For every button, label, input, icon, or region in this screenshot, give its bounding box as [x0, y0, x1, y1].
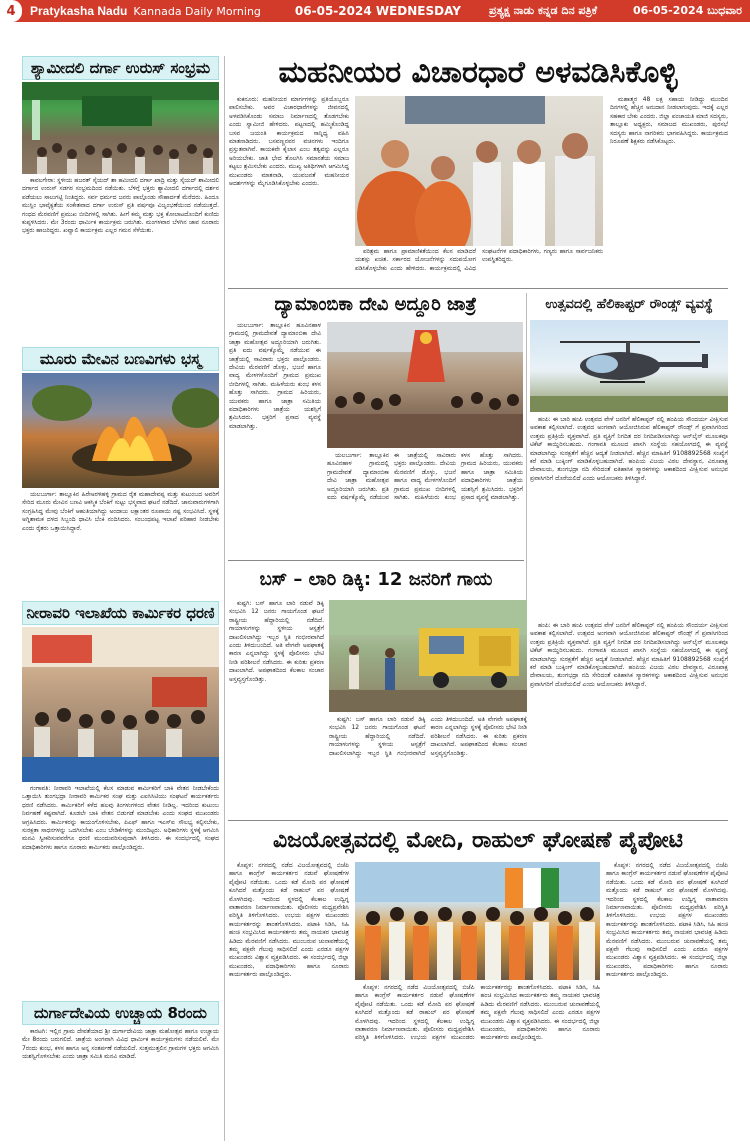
column-divider: [224, 56, 225, 1141]
story-headline: ದುರ್ಗಾದೇವಿಯ ಉಚ್ಚಾಯ 8ರಂದು: [22, 1001, 219, 1025]
photo-workers-protest: [22, 627, 219, 782]
paper-name: Pratykasha Nadu: [30, 4, 128, 18]
section-divider: [228, 288, 728, 289]
dignitaries-illustration: [355, 96, 603, 246]
top-story-body-bottom: ಪರಿಶ್ರಮ ಹಾಗೂ ಪ್ರಾಮಾಣಿಕತೆಯಿಂದ ಕೆಲಸ ಮಾಡಿದರೆ ಯಶಸ್ಸು ಖಚಿತ. ಸರ್ಕಾರದ ಯೋಜನೆಗಳನ್ನು ಸದುಪಯೋಗ ಪಡಿಸಿಕೊಳ್ಳಬೇಕು ಎಂದು ಹೇಳಿದರು. ಕಾರ್ಯಕ್ರಮದಲ್ಲಿ ವಿವಿಧ ಸಂಘಟನೆಗಳ ಪದಾಧಿಕಾರಿಗಳು, ಗಣ್ಯರು ಹಾಗೂ ಸಾರ್ವಜನಿಕರು ಉಪಸ್ಥಿತರಿದ್ದರು.: [355, 248, 603, 272]
fair-headline: ದ್ಯಾಮಾಂಬಿಕಾ ದೇವಿ ಅದ್ದೂರಿ ಜಾತ್ರೆ: [274, 294, 477, 315]
accident-body-right: ಕುಷ್ಟಗಿ: ಬಸ್ ಹಾಗೂ ಲಾರಿ ನಡುವೆ ಡಿಕ್ಕಿ ಸಂಭವಿಸಿ 12 ಜನರು ಗಾಯಗೊಂಡ ಘಟನೆ ರಾಷ್ಟ್ರೀಯ ಹೆದ್ದಾರಿಯಲ್ಲಿ ನಡೆದಿದೆ. ಗಾಯಾಳುಗಳನ್ನು ಸ್ಥಳೀಯ ಆಸ್ಪತ್ರೆಗೆ ದಾಖಲಿಸಲಾಗಿದ್ದು ಇಬ್ಬರ ಸ್ಥಿತಿ ಗಂಭೀರವಾಗಿದೆ ಎಂದು ತಿಳಿದುಬಂದಿದೆ. ಅತಿ ವೇಗವೇ ಅಪಘಾತಕ್ಕೆ ಕಾರಣ ಎನ್ನಲಾಗಿದ್ದು ಸ್ಥಳಕ್ಕೆ ಪೊಲೀಸರು ಭೇಟಿ ನೀಡಿ ಪರಿಶೀಲನೆ ನಡೆಸಿದರು. ಈ ಕುರಿತು ಪ್ರಕರಣ ದಾಖಲಾಗಿದೆ. ಅಪಘಾತದಿಂದ ಕೆಲಕಾಲ ಸಂಚಾರ ಅಸ್ತವ್ಯಸ್ತಗೊಂಡಿತ್ತು.: [329, 716, 527, 757]
date-english: 06-05-2024 WEDNESDAY: [294, 4, 461, 18]
paper-subtitle: Kannada Daily Morning: [133, 4, 261, 18]
photo-helicopter: [530, 320, 728, 412]
accident-headline: ಬಸ್ – ಲಾರಿ ಡಿಕ್ಕಿ: 12 ಜನರಿಗೆ ಗಾಯ: [259, 569, 493, 590]
helicopter-illustration: [530, 320, 728, 412]
story-body: ಗಂಗಾವತಿ: ನೀರಾವರಿ ಇಲಾಖೆಯಲ್ಲಿ ಕೆಲಸ ಮಾಡುವ ಕಾರ್ಮಿಕರಿಗೆ ಬಾಕಿ ವೇತನ ನೀಡಬೇಕೆಂದು ಒತ್ತಾಯಿಸಿ ತುಂಗಭದ್ರಾ ನೀರಾವರಿ ಕಾರ್ಮಿಕರ ಸಂಘ ಮತ್ತು ಎಐಸಿಸಿಟಿಯು ಸಂಘಟನೆ ಕಾರ್ಯಕರ್ತರು ಧರಣಿ ನಡೆಸಿದರು. ಕಾರ್ಮಿಕರಿಗೆ ಕಳೆದ ಹಲವು ತಿಂಗಳುಗಳಿಂದ ವೇತನ ನೀಡಿಲ್ಲ. ಇದರಿಂದ ಕುಟುಂಬ ನಿರ್ವಹಣೆ ಕಷ್ಟವಾಗಿದೆ. ಕೂಡಲೇ ಬಾಕಿ ವೇತನ ಬಿಡುಗಡೆ ಮಾಡಬೇಕು ಎಂದು ಸಂಘದ ಮುಖಂಡರು ಆಗ್ರಹಿಸಿದರು. ಕಾರ್ಮಿಕರನ್ನು ಕಾಯಂಗೊಳಿಸಬೇಕು, ಪಿಎಫ್ ಹಾಗೂ ಇಎಸ್ಐ ಸೌಲಭ್ಯ ಕಲ್ಪಿಸಬೇಕು, ಸುರಕ್ಷತಾ ಸಾಧನಗಳನ್ನು ಒದಗಿಸಬೇಕು ಎಂಬ ಬೇಡಿಕೆಗಳನ್ನು ಮುಂದಿಟ್ಟರು. ಅಧಿಕಾರಿಗಳು ಸ್ಥಳಕ್ಕೆ ಆಗಮಿಸಿ ಮನವಿ ಸ್ವೀಕರಿಸುವವರೆಗೂ ಧರಣಿ ಮುಂದುವರಿಸುವುದಾಗಿ ತಿಳಿಸಿದರು. ಈ ಸಂದರ್ಭದಲ್ಲಿ ಸಂಘದ ಪದಾಧಿಕಾರಿಗಳು ಹಾಗೂ ನೂರಾರು ಕಾರ್ಮಿಕರು ಪಾಲ್ಗೊಂಡಿದ್ದರು.: [22, 785, 219, 851]
photo-fair-procession: [327, 322, 523, 448]
victory-body-left: ಕೊಪ್ಪಳ: ನಗರದಲ್ಲಿ ನಡೆದ ವಿಜಯೋತ್ಸವದಲ್ಲಿ ಬಿಜೆಪಿ ಹಾಗೂ ಕಾಂಗ್ರೆಸ್ ಕಾರ್ಯಕರ್ತರ ನಡುವೆ ಘೋಷಣೆಗಳ ಪೈಪೋಟಿ ನಡೆಯಿತು. ಒಂದು ಕಡೆ ಮೋದಿ ಪರ ಘೋಷಣೆ ಕೂಗಿದರೆ ಮತ್ತೊಂದು ಕಡೆ ರಾಹುಲ್ ಪರ ಘೋಷಣೆ ಮೊಳಗಿದವು. ಇದರಿಂದ ಸ್ಥಳದಲ್ಲಿ ಕೆಲಕಾಲ ಉದ್ವಿಗ್ನ ವಾತಾವರಣ ನಿರ್ಮಾಣವಾಯಿತು. ಪೊಲೀಸರು ಮಧ್ಯಪ್ರವೇಶಿಸಿ ಪರಿಸ್ಥಿತಿ ತಿಳಿಗೊಳಿಸಿದರು. ಉಭಯ ಪಕ್ಷಗಳ ಮುಖಂಡರು ಕಾರ್ಯಕರ್ತರನ್ನು ಶಾಂತಗೊಳಿಸಿದರು. ಪಟಾಕಿ ಸಿಡಿಸಿ, ಸಿಹಿ ಹಂಚಿ ಸಂಭ್ರಮಿಸಿದ ಕಾರ್ಯಕರ್ತರು ತಮ್ಮ ನಾಯಕರ ಭಾವಚಿತ್ರ ಹಿಡಿದು ಮೆರವಣಿಗೆ ನಡೆಸಿದರು. ಮುಂಬರುವ ಚುನಾವಣೆಯಲ್ಲಿ ತಮ್ಮ ಪಕ್ಷವೇ ಗೆಲುವು ಸಾಧಿಸಲಿದೆ ಎಂದು ಎರಡೂ ಪಕ್ಷಗಳ ಮುಖಂಡರು ವಿಶ್ವಾಸ ವ್ಯಕ್ತಪಡಿಸಿದರು. ಈ ಸಂದರ್ಭದಲ್ಲಿ ಜಿಲ್ಲಾ ಮುಖಂಡರು, ಪದಾಧಿಕಾರಿಗಳು ಹಾಗೂ ನೂರಾರು ಕಾರ್ಯಕರ್ತರು ಪಾಲ್ಗೊಂಡಿದ್ದರು.: [229, 862, 349, 979]
victory-headline: ವಿಜಯೋತ್ಸವದಲ್ಲಿ ಮೋದಿ, ರಾಹುಲ್ ಘೋಷಣೆ ಪೈಪೋಟಿ: [272, 828, 684, 853]
story-body: ಯಲಬುರ್ಗಾ: ತಾಲ್ಲೂಕಿನ ಹಿರೇಅರಳಿಹಳ್ಳಿ ಗ್ರಾಮದ ರೈತ ಮಹಾದೇವಪ್ಪ ಮತ್ತು ಕುಟುಂಬದ ಅವರಿಗೆ ಸೇರಿದ ಮೂರು ಮೇವಿನ ಬಣವಿ ಆಕಸ್ಮಿಕ ಬೆಂಕಿಗೆ ಸುಟ್ಟು ಭಸ್ಮವಾದ ಘಟನೆ ನಡೆದಿದೆ. ಜಾನುವಾರುಗಳಿಗಾಗಿ ಸಂಗ್ರಹಿಸಿದ್ದ ಮೇವು ಬೆಂಕಿಗೆ ಆಹುತಿಯಾಗಿದ್ದು ಅಂದಾಜು ಲಕ್ಷಾಂತರ ರೂಪಾಯಿ ನಷ್ಟ ಸಂಭವಿಸಿದೆ. ಸ್ಥಳಕ್ಕೆ ಅಗ್ನಿಶಾಮಕ ದಳದ ಸಿಬ್ಬಂದಿ ಧಾವಿಸಿ ಬೆಂಕಿ ನಂದಿಸಿದರು. ಸಂಬಂಧಪಟ್ಟ ಇಲಾಖೆ ಪರಿಹಾರ ನೀಡಬೇಕು ಎಂದು ರೈತರು ಒತ್ತಾಯಿಸಿದ್ದಾರೆ.: [22, 491, 219, 532]
fire-illustration: [22, 373, 219, 488]
photo-seminar-dignitaries: [355, 96, 603, 246]
procession-illustration: [327, 322, 523, 448]
photo-haystack-fire: [22, 373, 219, 488]
celebration-illustration: [355, 862, 600, 980]
date-kannada: 06-05-2024 ಬುಧವಾರ: [632, 4, 742, 17]
victory-body-bottom: ಕೊಪ್ಪಳ: ನಗರದಲ್ಲಿ ನಡೆದ ವಿಜಯೋತ್ಸವದಲ್ಲಿ ಬಿಜೆಪಿ ಹಾಗೂ ಕಾಂಗ್ರೆಸ್ ಕಾರ್ಯಕರ್ತರ ನಡುವೆ ಘೋಷಣೆಗಳ ಪೈಪೋಟಿ ನಡೆಯಿತು. ಒಂದು ಕಡೆ ಮೋದಿ ಪರ ಘೋಷಣೆ ಕೂಗಿದರೆ ಮತ್ತೊಂದು ಕಡೆ ರಾಹುಲ್ ಪರ ಘೋಷಣೆ ಮೊಳಗಿದವು. ಇದರಿಂದ ಸ್ಥಳದಲ್ಲಿ ಕೆಲಕಾಲ ಉದ್ವಿಗ್ನ ವಾತಾವರಣ ನಿರ್ಮಾಣವಾಯಿತು. ಪೊಲೀಸರು ಮಧ್ಯಪ್ರವೇಶಿಸಿ ಪರಿಸ್ಥಿತಿ ತಿಳಿಗೊಳಿಸಿದರು. ಉಭಯ ಪಕ್ಷಗಳ ಮುಖಂಡರು ಕಾರ್ಯಕರ್ತರನ್ನು ಶಾಂತಗೊಳಿಸಿದರು. ಪಟಾಕಿ ಸಿಡಿಸಿ, ಸಿಹಿ ಹಂಚಿ ಸಂಭ್ರಮಿಸಿದ ಕಾರ್ಯಕರ್ತರು ತಮ್ಮ ನಾಯಕರ ಭಾವಚಿತ್ರ ಹಿಡಿದು ಮೆರವಣಿಗೆ ನಡೆಸಿದರು. ಮುಂಬರುವ ಚುನಾವಣೆಯಲ್ಲಿ ತಮ್ಮ ಪಕ್ಷವೇ ಗೆಲುವು ಸಾಧಿಸಲಿದೆ ಎಂದು ಎರಡೂ ಪಕ್ಷಗಳ ಮುಖಂಡರು ವಿಶ್ವಾಸ ವ್ಯಕ್ತಪಡಿಸಿದರು. ಈ ಸಂದರ್ಭದಲ್ಲಿ ಜಿಲ್ಲಾ ಮುಖಂಡರು, ಪದಾಧಿಕಾರಿಗಳು ಹಾಗೂ ನೂರಾರು ಕಾರ್ಯಕರ್ತರು ಪಾಲ್ಗೊಂಡಿದ್ದರು.: [355, 984, 600, 1042]
photo-victory-celebration: [355, 862, 600, 980]
fair-body-left: ಯಲಬುರ್ಗಾ: ತಾಲ್ಲೂಕಿನ ಹೂವಿನಹಾಳ ಗ್ರಾಮದಲ್ಲಿ ಗ್ರಾಮದೇವತೆ ದ್ಯಾಮಾಂಬಿಕಾ ದೇವಿ ಜಾತ್ರಾ ಮಹೋತ್ಸವ ಅದ್ದೂರಿಯಾಗಿ ಜರುಗಿತು. ಪ್ರತಿ ಐದು ವರ್ಷಕ್ಕೊಮ್ಮೆ ನಡೆಯುವ ಈ ಜಾತ್ರೆಯಲ್ಲಿ ಸಾವಿರಾರು ಭಕ್ತರು ಪಾಲ್ಗೊಂಡರು. ದೇವಿಯ ಮೆರವಣಿಗೆ ಡೊಳ್ಳು, ಭಜನೆ ಹಾಗೂ ವಾದ್ಯ ಮೇಳಗಳೊಂದಿಗೆ ಗ್ರಾಮದ ಪ್ರಮುಖ ಬೀದಿಗಳಲ್ಲಿ ಸಾಗಿತು. ಮಹಿಳೆಯರು ಕುಂಭ ಕಳಸ ಹೊತ್ತು ಸಾಗಿದರು. ಗ್ರಾಮದ ಹಿರಿಯರು, ಯುವಕರು ಹಾಗೂ ಜಾತ್ರಾ ಸಮಿತಿಯ ಪದಾಧಿಕಾರಿಗಳು ಜಾತ್ರೆಯ ಯಶಸ್ಸಿಗೆ ಶ್ರಮಿಸಿದರು. ಭಕ್ತರಿಗೆ ಪ್ರಸಾದ ವ್ಯವಸ್ಥೆ ಮಾಡಲಾಗಿತ್ತು.: [229, 322, 321, 430]
story-headline: ಶ್ಯಾಮೀದಲಿ ದರ್ಗಾ ಉರುಸ್ ಸಂಭ್ರಮ: [22, 56, 219, 80]
page-number: 4: [0, 0, 22, 22]
masthead: [0, 0, 750, 22]
helicopter-body-continued: ಹಂಪಿ: ಈ ಬಾರಿ ಹಂಪಿ ಉತ್ಸವದ ವೇಳೆ ಜನರಿಗೆ ಹೆಲಿಕಾಪ್ಟರ್ ನಲ್ಲಿ ಹಂಪಿಯ ಸೌಂದರ್ಯ ವೀಕ್ಷಿಸುವ ಅವಕಾಶ ಕಲ್ಪಿಸಲಾಗಿದೆ. ಉತ್ಸವದ ಅಂಗವಾಗಿ ಆಯೋಜಿಸಿರುವ ಹೆಲಿಕಾಪ್ಟರ್ ರೌಂಡ್ಸ್ ಗೆ ಪ್ರವಾಸಿಗರಿಂದ ಉತ್ತಮ ಪ್ರತಿಕ್ರಿಯೆ ವ್ಯಕ್ತವಾಗಿದೆ. ಪ್ರತಿ ವ್ಯಕ್ತಿಗೆ ನಿಗದಿತ ದರ ನಿಗದಿಪಡಿಸಲಾಗಿದ್ದು ಆನ್‌ಲೈನ್ ಮೂಲಕವೂ ಟಿಕೆಟ್ ಕಾಯ್ದಿರಿಸಬಹುದು. ಗಂಗಾವತಿ ಮೂಲದ ಖಾಸಗಿ ಸಂಸ್ಥೆಯ ಸಹಯೋಗದಲ್ಲಿ ಈ ವ್ಯವಸ್ಥೆ ಮಾಡಲಾಗಿದ್ದು ಸುರಕ್ಷತೆಗೆ ಹೆಚ್ಚಿನ ಆದ್ಯತೆ ನೀಡಲಾಗಿದೆ. ಹೆಚ್ಚಿನ ಮಾಹಿತಿಗೆ 9108892568 ಸಂಖ್ಯೆಗೆ ಕರೆ ಮಾಡಿ ಬುಕ್ಕಿಂಗ್ ಮಾಡಿಕೊಳ್ಳಬಹುದಾಗಿದೆ. ಹಂಪಿಯ ವಿಜಯ ವಿಠಲ ದೇವಸ್ಥಾನ, ವಿರೂಪಾಕ್ಷ ದೇವಾಲಯ, ತುಂಗಭದ್ರಾ ನದಿ ಸೇರಿದಂತೆ ಐತಿಹಾಸಿಕ ಸ್ಮಾರಕಗಳನ್ನು ಆಕಾಶದಿಂದ ವೀಕ್ಷಿಸುವ ಅನುಭವ ಪ್ರವಾಸಿಗರಿಗೆ ದೊರೆಯಲಿದೆ ಎಂದು ಆಯೋಜಕರು ತಿಳಿಸಿದ್ದಾರೆ.: [530, 622, 728, 688]
crowd-illustration: [22, 82, 219, 174]
section-divider: [228, 820, 728, 821]
photo-dargah-crowd: [22, 82, 219, 174]
fair-body-right: ಯಲಬುರ್ಗಾ: ತಾಲ್ಲೂಕಿನ ಹೂವಿನಹಾಳ ಗ್ರಾಮದಲ್ಲಿ ಗ್ರಾಮದೇವತೆ ದ್ಯಾಮಾಂಬಿಕಾ ದೇವಿ ಜಾತ್ರಾ ಮಹೋತ್ಸವ ಅದ್ದೂರಿಯಾಗಿ ಜರುಗಿತು. ಪ್ರತಿ ಐದು ವರ್ಷಕ್ಕೊಮ್ಮೆ ನಡೆಯುವ ಈ ಜಾತ್ರೆಯಲ್ಲಿ ಸಾವಿರಾರು ಭಕ್ತರು ಪಾಲ್ಗೊಂಡರು. ದೇವಿಯ ಮೆರವಣಿಗೆ ಡೊಳ್ಳು, ಭಜನೆ ಹಾಗೂ ವಾದ್ಯ ಮೇಳಗಳೊಂದಿಗೆ ಗ್ರಾಮದ ಪ್ರಮುಖ ಬೀದಿಗಳಲ್ಲಿ ಸಾಗಿತು. ಮಹಿಳೆಯರು ಕುಂಭ ಕಳಸ ಹೊತ್ತು ಸಾಗಿದರು. ಗ್ರಾಮದ ಹಿರಿಯರು, ಯುವಕರು ಹಾಗೂ ಜಾತ್ರಾ ಸಮಿತಿಯ ಪದಾಧಿಕಾರಿಗಳು ಜಾತ್ರೆಯ ಯಶಸ್ಸಿಗೆ ಶ್ರಮಿಸಿದರು. ಭಕ್ತರಿಗೆ ಪ್ರಸಾದ ವ್ಯವಸ್ಥೆ ಮಾಡಲಾಗಿತ್ತು.: [327, 452, 523, 502]
top-story-body-left: ಕುಕನೂರು: ಮಹನೀಯರ ಮಾರ್ಗಗಳನ್ನು ಪ್ರತಿಯೊಬ್ಬರೂ ಪಾಲಿಸಬೇಕು. ಅವರ ವಿಚಾರಧಾರೆಗಳನ್ನು ಜೀವನದಲ್ಲಿ ಅಳವಡಿಸಿಕೊಂಡು ಸಮಾಜ ನಿರ್ಮಾಣದಲ್ಲಿ ತೊಡಗಬೇಕು ಎಂದು ಸ್ವಾಮೀಜಿ ಹೇಳಿದರು. ಪಟ್ಟಣದಲ್ಲಿ ಹಮ್ಮಿಕೊಂಡಿದ್ದ ಬಸವ ಜಯಂತಿ ಕಾರ್ಯಕ್ರಮದ ಸಾನ್ನಿಧ್ಯ ವಹಿಸಿ ಮಾತನಾಡಿದರು. ಬಸವಣ್ಣನವರ ವಚನಗಳು ಇಂದಿಗೂ ಪ್ರಸ್ತುತವಾಗಿವೆ. ಕಾಯಕವೇ ಕೈಲಾಸ ಎಂಬ ತತ್ವವನ್ನು ಎಲ್ಲರೂ ಅರಿಯಬೇಕು. ಜಾತಿ ಭೇದ ತೊಲಗಿಸಿ ಸಮಾನತೆಯ ಸಮಾಜ ಕಟ್ಟಲು ಶ್ರಮಿಸಬೇಕು ಎಂದರು. ಮುಖ್ಯ ಅತಿಥಿಗಳಾಗಿ ಆಗಮಿಸಿದ್ದ ಮುಖಂಡರು ಮಾತನಾಡಿ, ಯುವಜನತೆ ಮಹನೀಯರ ಆದರ್ಶಗಳನ್ನು ಮೈಗೂಡಿಸಿಕೊಳ್ಳಬೇಕು ಎಂದರು.: [229, 96, 349, 188]
left-column: [22, 56, 219, 1141]
victory-body-right: ಕೊಪ್ಪಳ: ನಗರದಲ್ಲಿ ನಡೆದ ವಿಜಯೋತ್ಸವದಲ್ಲಿ ಬಿಜೆಪಿ ಹಾಗೂ ಕಾಂಗ್ರೆಸ್ ಕಾರ್ಯಕರ್ತರ ನಡುವೆ ಘೋಷಣೆಗಳ ಪೈಪೋಟಿ ನಡೆಯಿತು. ಒಂದು ಕಡೆ ಮೋದಿ ಪರ ಘೋಷಣೆ ಕೂಗಿದರೆ ಮತ್ತೊಂದು ಕಡೆ ರಾಹುಲ್ ಪರ ಘೋಷಣೆ ಮೊಳಗಿದವು. ಇದರಿಂದ ಸ್ಥಳದಲ್ಲಿ ಕೆಲಕಾಲ ಉದ್ವಿಗ್ನ ವಾತಾವರಣ ನಿರ್ಮಾಣವಾಯಿತು. ಪೊಲೀಸರು ಮಧ್ಯಪ್ರವೇಶಿಸಿ ಪರಿಸ್ಥಿತಿ ತಿಳಿಗೊಳಿಸಿದರು. ಉಭಯ ಪಕ್ಷಗಳ ಮುಖಂಡರು ಕಾರ್ಯಕರ್ತರನ್ನು ಶಾಂತಗೊಳಿಸಿದರು. ಪಟಾಕಿ ಸಿಡಿಸಿ, ಸಿಹಿ ಹಂಚಿ ಸಂಭ್ರಮಿಸಿದ ಕಾರ್ಯಕರ್ತರು ತಮ್ಮ ನಾಯಕರ ಭಾವಚಿತ್ರ ಹಿಡಿದು ಮೆರವಣಿಗೆ ನಡೆಸಿದರು. ಮುಂಬರುವ ಚುನಾವಣೆಯಲ್ಲಿ ತಮ್ಮ ಪಕ್ಷವೇ ಗೆಲುವು ಸಾಧಿಸಲಿದೆ ಎಂದು ಎರಡೂ ಪಕ್ಷಗಳ ಮುಖಂಡರು ವಿಶ್ವಾಸ ವ್ಯಕ್ತಪಡಿಸಿದರು. ಈ ಸಂದರ್ಭದಲ್ಲಿ ಜಿಲ್ಲಾ ಮುಖಂಡರು, ಪದಾಧಿಕಾರಿಗಳು ಹಾಗೂ ನೂರಾರು ಕಾರ್ಯಕರ್ತರು ಪಾಲ್ಗೊಂಡಿದ್ದರು.: [606, 862, 728, 979]
story-body: ಕಾವಲಗೇರಾ: ಸ್ಥಳೀಯ ಹಜರತ್ ಸೈಯದ್ ಶಾ ಹಮೀದಲಿ ದರ್ಗಾ ಖಾದ್ರಿ ಮತ್ತು ಸೈಯದ್ ಶಾಮೀದಲಿ ದರ್ಗಾದ ಉರುಸ್ ಸಡಗರ ಸಂಭ್ರಮದಿಂದ ನಡೆಯಿತು. ಬೆಳಿಗ್ಗೆ ಭಕ್ತರು ಶ್ಯಾಮೀದಲಿ ದರ್ಗಾದಲ್ಲಿ ದರ್ಶನ ಪಡೆಯಲು ಸಾಲುಗಟ್ಟಿ ನಿಂತಿದ್ದರು. ಸರ್ವ ಧರ್ಮದ ಜನರು ಪಾಲ್ಗೊಂಡು ಸೌಹಾರ್ದತೆ ಮೆರೆದರು. ಹಿಂದೂ ಮುಸ್ಲಿಂ ಭಾವೈಕ್ಯತೆಯ ಸಂಕೇತವಾದ ದರ್ಗಾ ಉರುಸ್ ಪ್ರತಿ ವರ್ಷವೂ ವಿಜೃಂಭಣೆಯಿಂದ ನಡೆಯುತ್ತದೆ. ಗಂಧದ ಮೆರವಣಿಗೆ ಪ್ರಮುಖ ಬೀದಿಗಳಲ್ಲಿ ಸಾಗಿತು. ಹೀಗೆ ಕಮ್ಮ ಮತ್ತು ಭಕ್ತ ಕೋಲಾಟದೊಂದಿಗೆ ಕುಣಿದು ಕುಪ್ಪಳಿಸಿದರು. ಮೇ 3ರಂದು ಧಾರ್ಮಿಕ ಕಾರ್ಯಕ್ರಮ ಜರುಗಿತು. ಮಂಗಳವಾರ ಬೆಳಗಿನ ಜಾವ ನೂರಾರು ಭಕ್ತರು ಹಾಜರಿದ್ದರು. ಖವ್ವಾಲಿ ಕಾರ್ಯಕ್ರಮ ಎಲ್ಲರ ಗಮನ ಸೆಳೆಯಿತು.: [22, 177, 219, 235]
helicopter-headline: ಉತ್ಸವದಲ್ಲಿ ಹೆಲಿಕಾಪ್ಟರ್ ರೌಂಡ್ಸ್ ವ್ಯವಸ್ಥೆ: [545, 297, 713, 312]
top-story-body-right: ಮಹಾತ್ಮರ 48 ಲಕ್ಷ ಸಹಾಯ ನೀಡಿದ್ದು ಮುಂದಿನ ದಿನಗಳಲ್ಲಿ ಹೆಚ್ಚಿನ ಅನುದಾನ ನೀಡಲಾಗುವುದು. ಇದಕ್ಕೆ ಎಲ್ಲರ ಸಹಕಾರ ಬೇಕು ಎಂದರು. ಜಿಲ್ಲಾ ಪಂಚಾಯತಿ ಮಾಜಿ ಸದಸ್ಯರು, ತಾಲ್ಲೂಕು ಅಧ್ಯಕ್ಷರು, ಸಮಾಜದ ಮುಖಂಡರು, ಪುರಸಭೆ ಸದಸ್ಯರು ಹಾಗೂ ನಾಗರಿಕರು ಭಾಗವಹಿಸಿದ್ದರು. ಕಾರ್ಯಕ್ರಮದ ನಿರೂಪಣೆ ಶಿಕ್ಷಕರು ನಡೆಸಿಕೊಟ್ಟರು.: [610, 96, 728, 146]
story-body: ಕಾರಟಗಿ: ಇಲ್ಲಿನ ಗ್ರಾಮ ದೇವತೆಯಾದ ಶ್ರೀ ದುರ್ಗಾದೇವಿಯ ಜಾತ್ರಾ ಮಹೋತ್ಸವ ಹಾಗೂ ಉಚ್ಚಾಯ ಮೇ 8ರಂದು ಜರುಗಲಿದೆ. ಜಾತ್ರೆಯ ಅಂಗವಾಗಿ ವಿವಿಧ ಧಾರ್ಮಿಕ ಕಾರ್ಯಕ್ರಮಗಳು ನಡೆಯಲಿವೆ. ಮೇ 7ರಂದು ಕುಂಭ, ಕಳಸ ಹಾಗೂ ಅನ್ನ ಸಂತರ್ಪಣೆ ನಡೆಯಲಿದೆ. ಸುತ್ತಮುತ್ತಲಿನ ಗ್ರಾಮಗಳ ಭಕ್ತರು ಆಗಮಿಸಿ ಯಶಸ್ವಿಗೊಳಿಸಬೇಕು ಎಂದು ಜಾತ್ರಾ ಸಮಿತಿ ಮನವಿ ಮಾಡಿದೆ.: [22, 1028, 219, 1061]
top-story-headline: ಮಹನೀಯರ ವಿಚಾರಧಾರೆ ಅಳವಡಿಸಿಕೊಳ್ಳಿ: [278, 55, 678, 90]
accident-body-left: ಕುಷ್ಟಗಿ: ಬಸ್ ಹಾಗೂ ಲಾರಿ ನಡುವೆ ಡಿಕ್ಕಿ ಸಂಭವಿಸಿ 12 ಜನರು ಗಾಯಗೊಂಡ ಘಟನೆ ರಾಷ್ಟ್ರೀಯ ಹೆದ್ದಾರಿಯಲ್ಲಿ ನಡೆದಿದೆ. ಗಾಯಾಳುಗಳನ್ನು ಸ್ಥಳೀಯ ಆಸ್ಪತ್ರೆಗೆ ದಾಖಲಿಸಲಾಗಿದ್ದು ಇಬ್ಬರ ಸ್ಥಿತಿ ಗಂಭೀರವಾಗಿದೆ ಎಂದು ತಿಳಿದುಬಂದಿದೆ. ಅತಿ ವೇಗವೇ ಅಪಘಾತಕ್ಕೆ ಕಾರಣ ಎನ್ನಲಾಗಿದ್ದು ಸ್ಥಳಕ್ಕೆ ಪೊಲೀಸರು ಭೇಟಿ ನೀಡಿ ಪರಿಶೀಲನೆ ನಡೆಸಿದರು. ಈ ಕುರಿತು ಪ್ರಕರಣ ದಾಖಲಾಗಿದೆ. ಅಪಘಾತದಿಂದ ಕೆಲಕಾಲ ಸಂಚಾರ ಅಸ್ತವ್ಯಸ್ತಗೊಂಡಿತ್ತು.: [229, 600, 324, 683]
story-headline: ನೀರಾವರಿ ಇಲಾಖೆಯ ಕಾರ್ಮಿಕರ ಧರಣಿ: [22, 601, 219, 625]
section-divider: [228, 560, 524, 561]
story-headline: ಮೂರು ಮೇವಿನ ಬಣವಿಗಳು ಭಸ್ಮ: [22, 347, 219, 371]
protest-illustration: [22, 627, 219, 782]
photo-bus-lorry-accident: [329, 600, 527, 712]
accident-illustration: [329, 600, 527, 712]
helicopter-body: ಹಂಪಿ: ಈ ಬಾರಿ ಹಂಪಿ ಉತ್ಸವದ ವೇಳೆ ಜನರಿಗೆ ಹೆಲಿಕಾಪ್ಟರ್ ನಲ್ಲಿ ಹಂಪಿಯ ಸೌಂದರ್ಯ ವೀಕ್ಷಿಸುವ ಅವಕಾಶ ಕಲ್ಪಿಸಲಾಗಿದೆ. ಉತ್ಸವದ ಅಂಗವಾಗಿ ಆಯೋಜಿಸಿರುವ ಹೆಲಿಕಾಪ್ಟರ್ ರೌಂಡ್ಸ್ ಗೆ ಪ್ರವಾಸಿಗರಿಂದ ಉತ್ತಮ ಪ್ರತಿಕ್ರಿಯೆ ವ್ಯಕ್ತವಾಗಿದೆ. ಪ್ರತಿ ವ್ಯಕ್ತಿಗೆ ನಿಗದಿತ ದರ ನಿಗದಿಪಡಿಸಲಾಗಿದ್ದು ಆನ್‌ಲೈನ್ ಮೂಲಕವೂ ಟಿಕೆಟ್ ಕಾಯ್ದಿರಿಸಬಹುದು. ಗಂಗಾವತಿ ಮೂಲದ ಖಾಸಗಿ ಸಂಸ್ಥೆಯ ಸಹಯೋಗದಲ್ಲಿ ಈ ವ್ಯವಸ್ಥೆ ಮಾಡಲಾಗಿದ್ದು ಸುರಕ್ಷತೆಗೆ ಹೆಚ್ಚಿನ ಆದ್ಯತೆ ನೀಡಲಾಗಿದೆ. ಹೆಚ್ಚಿನ ಮಾಹಿತಿಗೆ 9108892568 ಸಂಖ್ಯೆಗೆ ಕರೆ ಮಾಡಿ ಬುಕ್ಕಿಂಗ್ ಮಾಡಿಕೊಳ್ಳಬಹುದಾಗಿದೆ. ಹಂಪಿಯ ವಿಜಯ ವಿಠಲ ದೇವಸ್ಥಾನ, ವಿರೂಪಾಕ್ಷ ದೇವಾಲಯ, ತುಂಗಭದ್ರಾ ನದಿ ಸೇರಿದಂತೆ ಐತಿಹಾಸಿಕ ಸ್ಮಾರಕಗಳನ್ನು ಆಕಾಶದಿಂದ ವೀಕ್ಷಿಸುವ ಅನುಭವ ಪ್ರವಾಸಿಗರಿಗೆ ದೊರೆಯಲಿದೆ ಎಂದು ಆಯೋಜಕರು ತಿಳಿಸಿದ್ದಾರೆ.: [530, 416, 728, 482]
column-divider: [526, 293, 527, 618]
paper-name-kannada: ಪ್ರತ್ಯಕ್ಷ ನಾಡು ಕನ್ನಡ ದಿನ ಪತ್ರಿಕೆ: [488, 4, 598, 17]
